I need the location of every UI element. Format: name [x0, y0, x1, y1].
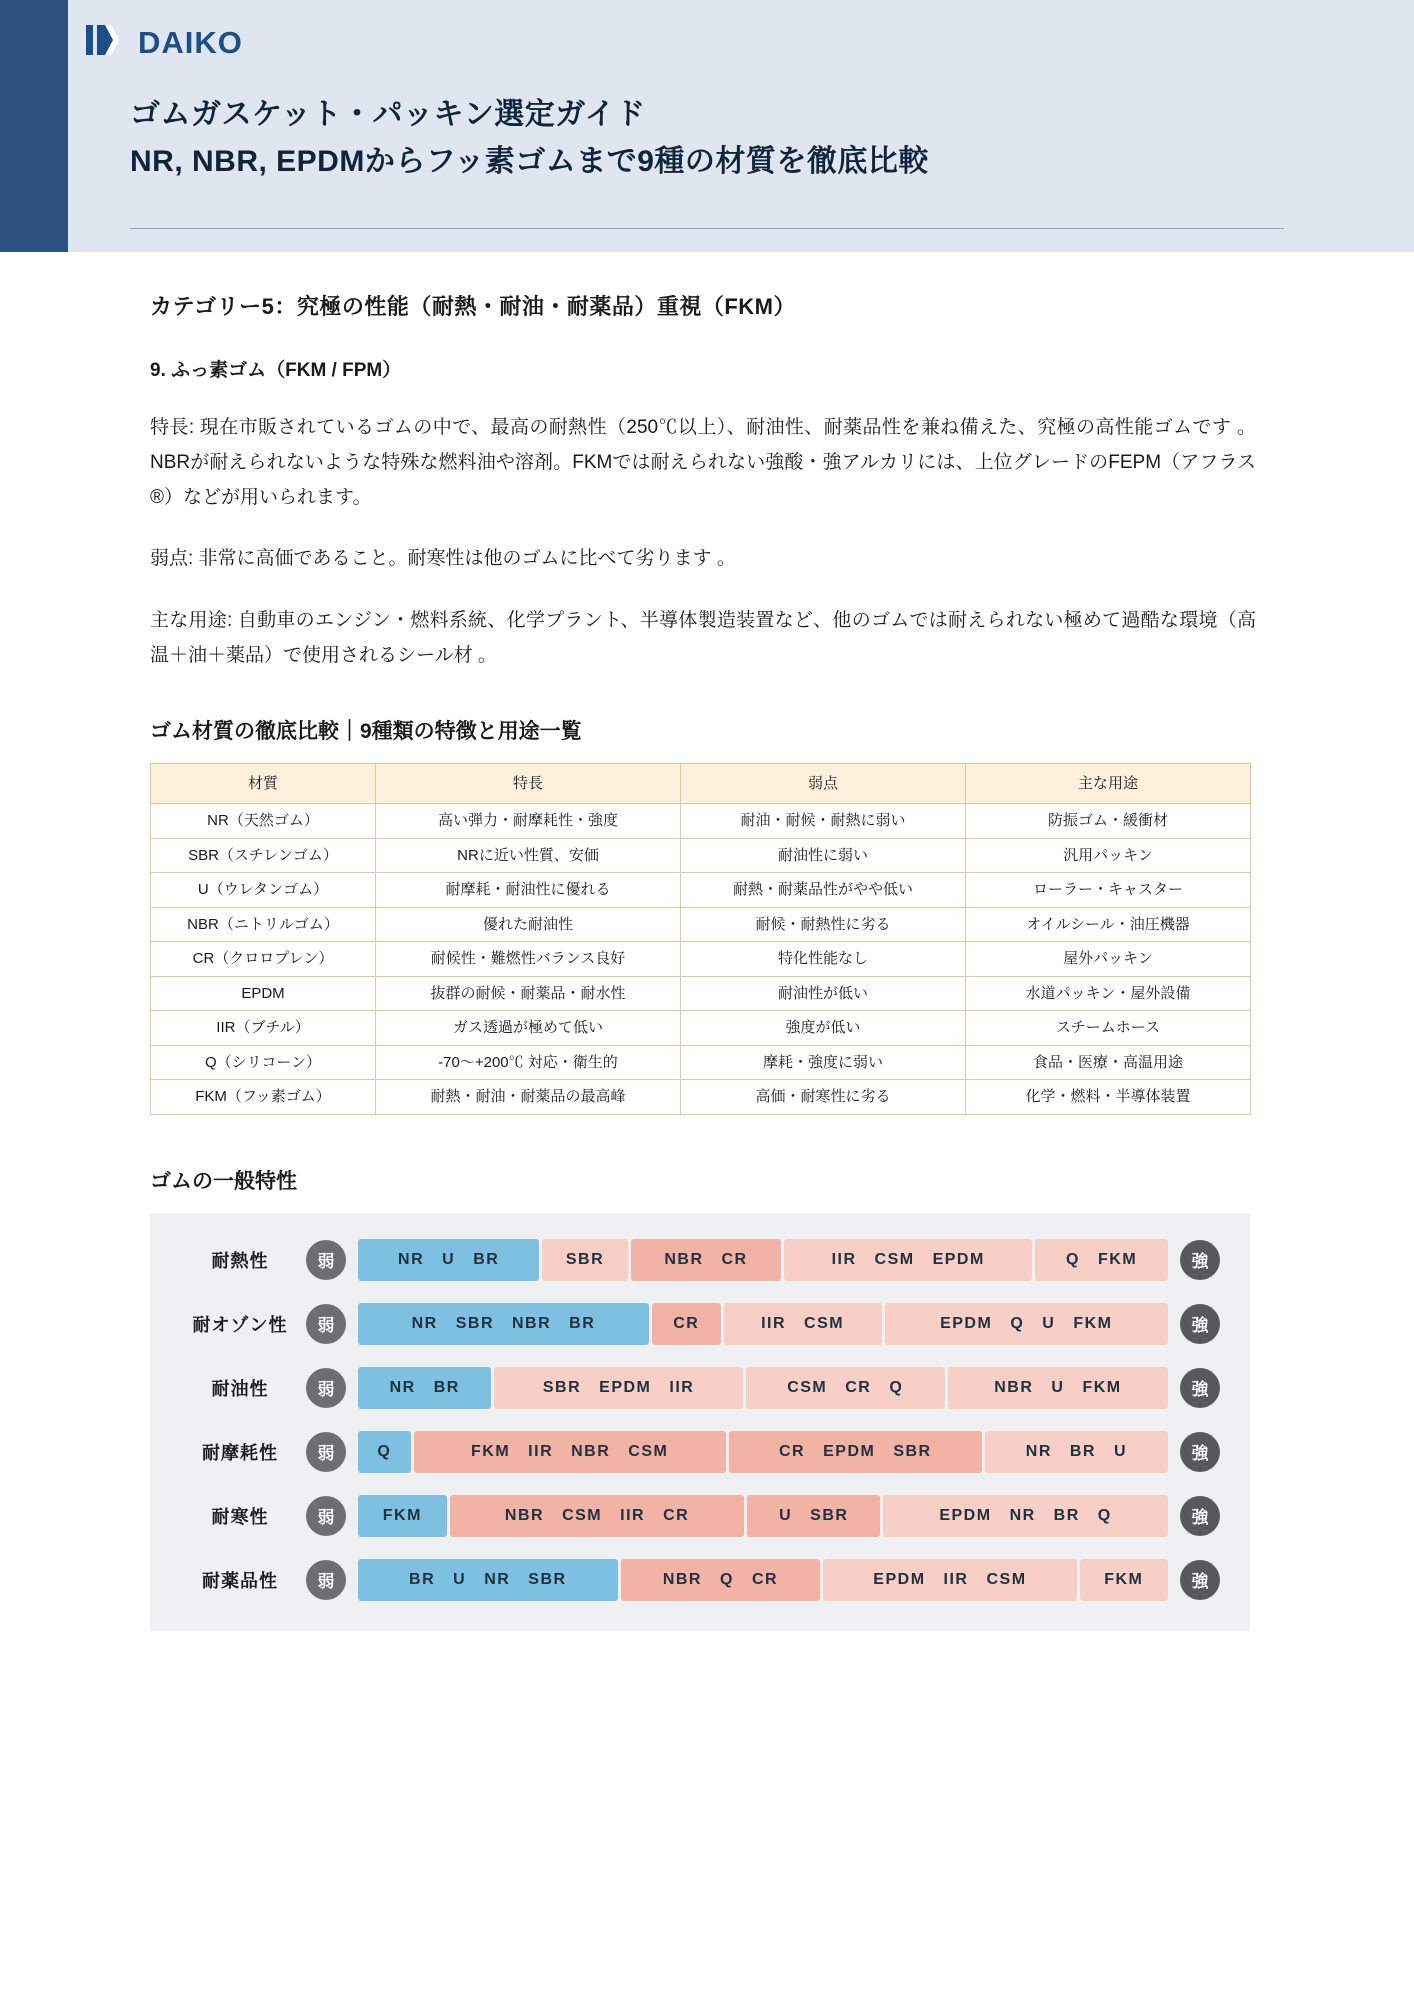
table-header-row	[151, 763, 1251, 804]
weak-endcap: 弱	[306, 1240, 346, 1280]
weak-endcap: 弱	[306, 1496, 346, 1536]
material-chip: Q	[377, 1442, 392, 1460]
header-divider	[130, 228, 1284, 229]
table-header-cell: 材質	[151, 763, 376, 804]
material-chip: EPDM	[939, 1506, 992, 1524]
material-chip: NBR	[571, 1442, 611, 1460]
ranking-segment	[358, 1431, 411, 1473]
table-row	[151, 804, 1251, 839]
strong-endcap: 強	[1180, 1560, 1220, 1600]
material-chip: NBR	[662, 1570, 702, 1588]
brand-name: DAIKO	[138, 24, 243, 60]
material-chip: IIR	[761, 1314, 787, 1332]
table-cell: SBR（スチレンゴム）	[151, 838, 376, 873]
ranking-bar-track	[358, 1239, 1168, 1281]
material-chip: NR	[1025, 1442, 1052, 1460]
material-chip: NBR	[504, 1506, 545, 1524]
table-cell: FKM（フッ素ゴム）	[151, 1080, 376, 1115]
material-chip: CSM	[787, 1378, 828, 1396]
material-chip: NBR	[664, 1250, 704, 1268]
table-cell: EPDM	[151, 976, 376, 1011]
ranking-bar-track	[358, 1367, 1168, 1409]
ranking-row-label: 耐油性	[211, 1378, 269, 1399]
material-chip: IIR	[831, 1250, 857, 1268]
table-cell: 高価・耐寒性に劣る	[681, 1080, 966, 1115]
weak-endcap: 弱	[306, 1304, 346, 1344]
material-chip: SBR	[810, 1506, 849, 1524]
ranking-segment	[948, 1367, 1168, 1409]
table-cell: 防振ゴム・緩衝材	[966, 804, 1251, 839]
table-body	[151, 804, 1251, 1115]
ranking-segment	[652, 1303, 721, 1345]
material-chip: BR	[1053, 1506, 1080, 1524]
ranking-segment	[358, 1367, 491, 1409]
table-cell: 摩耗・強度に弱い	[681, 1045, 966, 1080]
ranking-row	[150, 1239, 1250, 1281]
ranking-segment	[450, 1495, 745, 1537]
table-cell: IIR（ブチル）	[151, 1011, 376, 1046]
table-cell: 優れた耐油性	[376, 907, 681, 942]
usage-paragraph: 主な用途: 自動車のエンジン・燃料系統、化学プラント、半導体製造装置など、他のゴムでは耐えられない極めて過酷な環境（高温＋油＋薬品）で使用されるシール材 。	[150, 609, 1256, 666]
material-chip: CR	[673, 1314, 700, 1332]
table-cell: 耐油性に弱い	[681, 838, 966, 873]
material-chip: NR	[484, 1570, 511, 1588]
table-row	[151, 942, 1251, 977]
material-chip: Q	[1010, 1314, 1025, 1332]
table-cell: オイルシール・油圧機器	[966, 907, 1251, 942]
material-chip: Q	[889, 1378, 904, 1396]
table-cell: 強度が低い	[681, 1011, 966, 1046]
table-cell: 耐熱・耐薬品性がやや低い	[681, 873, 966, 908]
table-cell: 耐油・耐候・耐熱に弱い	[681, 804, 966, 839]
table-header-cell: 弱点	[681, 763, 966, 804]
ranking-row-label: 耐熱性	[211, 1250, 269, 1271]
material-chip: CSM	[874, 1250, 915, 1268]
material-chip: NR	[1009, 1506, 1036, 1524]
weak-endcap: 弱	[306, 1432, 346, 1472]
ranking-segment	[823, 1559, 1076, 1601]
comparison-table-title: ゴム材質の徹底比較｜9種類の特徴と用途一覧	[150, 719, 582, 743]
ranking-segment	[724, 1303, 882, 1345]
ranking-row-label: 耐オゾン性	[192, 1314, 288, 1335]
ranking-row	[150, 1303, 1250, 1345]
table-cell: 耐油性が低い	[681, 976, 966, 1011]
table-row	[151, 907, 1251, 942]
ranking-segment	[494, 1367, 742, 1409]
table-cell: 化学・燃料・半導体装置	[966, 1080, 1251, 1115]
material-chip: U	[453, 1570, 467, 1588]
table-row	[151, 1045, 1251, 1080]
ranking-segment	[1035, 1239, 1168, 1281]
ranking-bar-track	[358, 1559, 1168, 1601]
table-cell: 耐候・耐熱性に劣る	[681, 907, 966, 942]
material-chip: CSM	[628, 1442, 669, 1460]
material-chip: EPDM	[932, 1250, 985, 1268]
ranking-segment	[358, 1239, 539, 1281]
ranking-row	[150, 1559, 1250, 1601]
strong-endcap: 強	[1180, 1240, 1220, 1280]
feature-paragraph: 特長: 現在市販されているゴムの中で、最高の耐熱性（250℃以上）、耐油性、耐薬品性を兼ね備えた、究極の高性能ゴムです 。NBRが耐えられないような特殊な燃料油や溶剤。FKMでは耐えられない強酸・強アルカリには、上位グレードのFEPM（アフラス®）などが用いられます。	[150, 417, 1256, 509]
material-chip: SBR	[565, 1250, 605, 1268]
table-cell: -70〜+200℃ 対応・衛生的	[376, 1045, 681, 1080]
page-title	[130, 92, 929, 185]
table-cell: CR（クロロプレン）	[151, 942, 376, 977]
material-chip: NR	[411, 1314, 438, 1332]
material-chip: CR	[663, 1506, 690, 1524]
material-chip: EPDM	[873, 1570, 926, 1588]
table-cell: 高い弾力・耐摩耗性・強度	[376, 804, 681, 839]
table-row	[151, 976, 1251, 1011]
ranking-row-label: 耐寒性	[211, 1506, 269, 1527]
material-chip: Q	[1097, 1506, 1112, 1524]
material-chip: IIR	[528, 1442, 554, 1460]
ranking-segment	[358, 1495, 447, 1537]
table-header-cell: 主な用途	[966, 763, 1251, 804]
material-chip: IIR	[669, 1378, 695, 1396]
material-chip: NBR	[512, 1314, 552, 1332]
material-chip: IIR	[620, 1506, 646, 1524]
material-comparison-table	[150, 763, 1251, 1115]
material-chip: SBR	[455, 1314, 494, 1332]
ranking-row-label: 耐薬品性	[202, 1570, 278, 1591]
strong-endcap: 強	[1180, 1496, 1220, 1536]
material-chip: BR	[433, 1378, 460, 1396]
material-chip: U	[1113, 1442, 1128, 1460]
material-chip: FKM	[471, 1442, 511, 1460]
ranking-segment	[1080, 1559, 1168, 1601]
table-cell: 耐候性・難燃性バランス良好	[376, 942, 681, 977]
page-title-line1: ゴムガスケット・パッキン選定ガイド	[130, 98, 646, 131]
table-cell: 耐熱・耐油・耐薬品の最高峰	[376, 1080, 681, 1115]
material-chip: CSM	[562, 1506, 603, 1524]
page-header	[0, 0, 1414, 252]
material-chip: FKM	[1073, 1314, 1113, 1332]
table-row	[151, 1011, 1251, 1046]
material-chip: U	[1042, 1314, 1056, 1332]
material-chip: FKM	[382, 1506, 422, 1524]
material-chip: SBR	[542, 1378, 582, 1396]
ranking-segment	[784, 1239, 1032, 1281]
material-chip: SBR	[893, 1442, 932, 1460]
category-heading: カテゴリー5：究極の性能（耐熱・耐油・耐薬品）重視（FKM）	[150, 294, 797, 319]
table-cell: 抜群の耐候・耐薬品・耐水性	[376, 976, 681, 1011]
table-cell: ローラー・キャスター	[966, 873, 1251, 908]
ranking-segment	[747, 1495, 880, 1537]
table-row	[151, 873, 1251, 908]
ranking-segment	[358, 1559, 618, 1601]
page-content	[0, 252, 1414, 1631]
ranking-segment	[358, 1303, 649, 1345]
brand-logo	[86, 22, 243, 63]
material-chip: U	[442, 1250, 456, 1268]
material-chip: EPDM	[599, 1378, 652, 1396]
material-chip: BR	[1069, 1442, 1096, 1460]
ranking-segment	[885, 1303, 1168, 1345]
material-chip: BR	[569, 1314, 596, 1332]
ranking-segment	[985, 1431, 1168, 1473]
table-cell: Q（シリコーン）	[151, 1045, 376, 1080]
material-chip: Q	[719, 1570, 734, 1588]
material-chip: CR	[721, 1250, 748, 1268]
table-header-cell: 特長	[376, 763, 681, 804]
ranking-segment	[542, 1239, 627, 1281]
material-chip: CR	[845, 1378, 872, 1396]
table-cell: 汎用パッキン	[966, 838, 1251, 873]
material-chip: U	[1051, 1378, 1065, 1396]
table-cell: ガス透過が極めて低い	[376, 1011, 681, 1046]
ranking-segment	[729, 1431, 982, 1473]
material-chip: EPDM	[823, 1442, 876, 1460]
table-row	[151, 1080, 1251, 1115]
table-cell: NR（天然ゴム）	[151, 804, 376, 839]
header-body	[68, 0, 1414, 252]
material-chip: FKM	[1104, 1570, 1144, 1588]
ranking-row	[150, 1495, 1250, 1537]
strong-endcap: 強	[1180, 1432, 1220, 1472]
table-cell: 屋外パッキン	[966, 942, 1251, 977]
material-chip: CR	[751, 1570, 779, 1588]
material-chip: BR	[473, 1250, 500, 1268]
material-chip: NR	[398, 1250, 425, 1268]
material-chip: BR	[409, 1570, 436, 1588]
table-cell: 特化性能なし	[681, 942, 966, 977]
table-cell: NRに近い性質、安価	[376, 838, 681, 873]
ranking-segment	[746, 1367, 945, 1409]
table-cell: 水道パッキン・屋外設備	[966, 976, 1251, 1011]
table-cell: 食品・医療・高温用途	[966, 1045, 1251, 1080]
material-chip: CSM	[804, 1314, 845, 1332]
material-chip: EPDM	[940, 1314, 993, 1332]
ranking-chart	[150, 1213, 1250, 1631]
ranking-segment	[883, 1495, 1168, 1537]
ranking-title: ゴムの一般特性	[150, 1169, 297, 1193]
ranking-bar-track	[358, 1303, 1168, 1345]
ranking-segment	[621, 1559, 821, 1601]
material-chip: IIR	[943, 1570, 969, 1588]
ranking-bar-track	[358, 1431, 1168, 1473]
ranking-row-label: 耐摩耗性	[202, 1442, 278, 1463]
weak-endcap: 弱	[306, 1368, 346, 1408]
daiko-logo-icon	[86, 22, 128, 63]
material-chip: NBR	[994, 1378, 1034, 1396]
strong-endcap: 強	[1180, 1304, 1220, 1344]
ranking-segment	[631, 1239, 782, 1281]
table-cell: 耐摩耗・耐油性に優れる	[376, 873, 681, 908]
table-row	[151, 838, 1251, 873]
weakness-paragraph: 弱点: 非常に高価であること。耐寒性は他のゴムに比べて劣ります 。	[150, 548, 736, 570]
header-accent-bar	[0, 0, 68, 252]
material-chip: SBR	[528, 1570, 567, 1588]
material-heading: 9. ふっ素ゴム（FKM / FPM）	[150, 360, 402, 381]
material-chip: FKM	[1097, 1250, 1138, 1268]
ranking-bar-track	[358, 1495, 1168, 1537]
material-chip: NR	[389, 1378, 416, 1396]
ranking-row	[150, 1431, 1250, 1473]
weak-endcap: 弱	[306, 1560, 346, 1600]
table-cell: スチームホース	[966, 1011, 1251, 1046]
page-title-line2: NR, NBR, EPDMからフッ素ゴムまで9種の材質を徹底比較	[130, 144, 929, 178]
table-cell: NBR（ニトリルゴム）	[151, 907, 376, 942]
ranking-row	[150, 1367, 1250, 1409]
material-chip: CR	[778, 1442, 806, 1460]
material-chip: FKM	[1082, 1378, 1122, 1396]
table-cell: U（ウレタンゴム）	[151, 873, 376, 908]
strong-endcap: 強	[1180, 1368, 1220, 1408]
material-chip: Q	[1066, 1250, 1080, 1268]
material-chip: CSM	[986, 1570, 1027, 1588]
material-chip: U	[779, 1506, 793, 1524]
ranking-segment	[414, 1431, 726, 1473]
